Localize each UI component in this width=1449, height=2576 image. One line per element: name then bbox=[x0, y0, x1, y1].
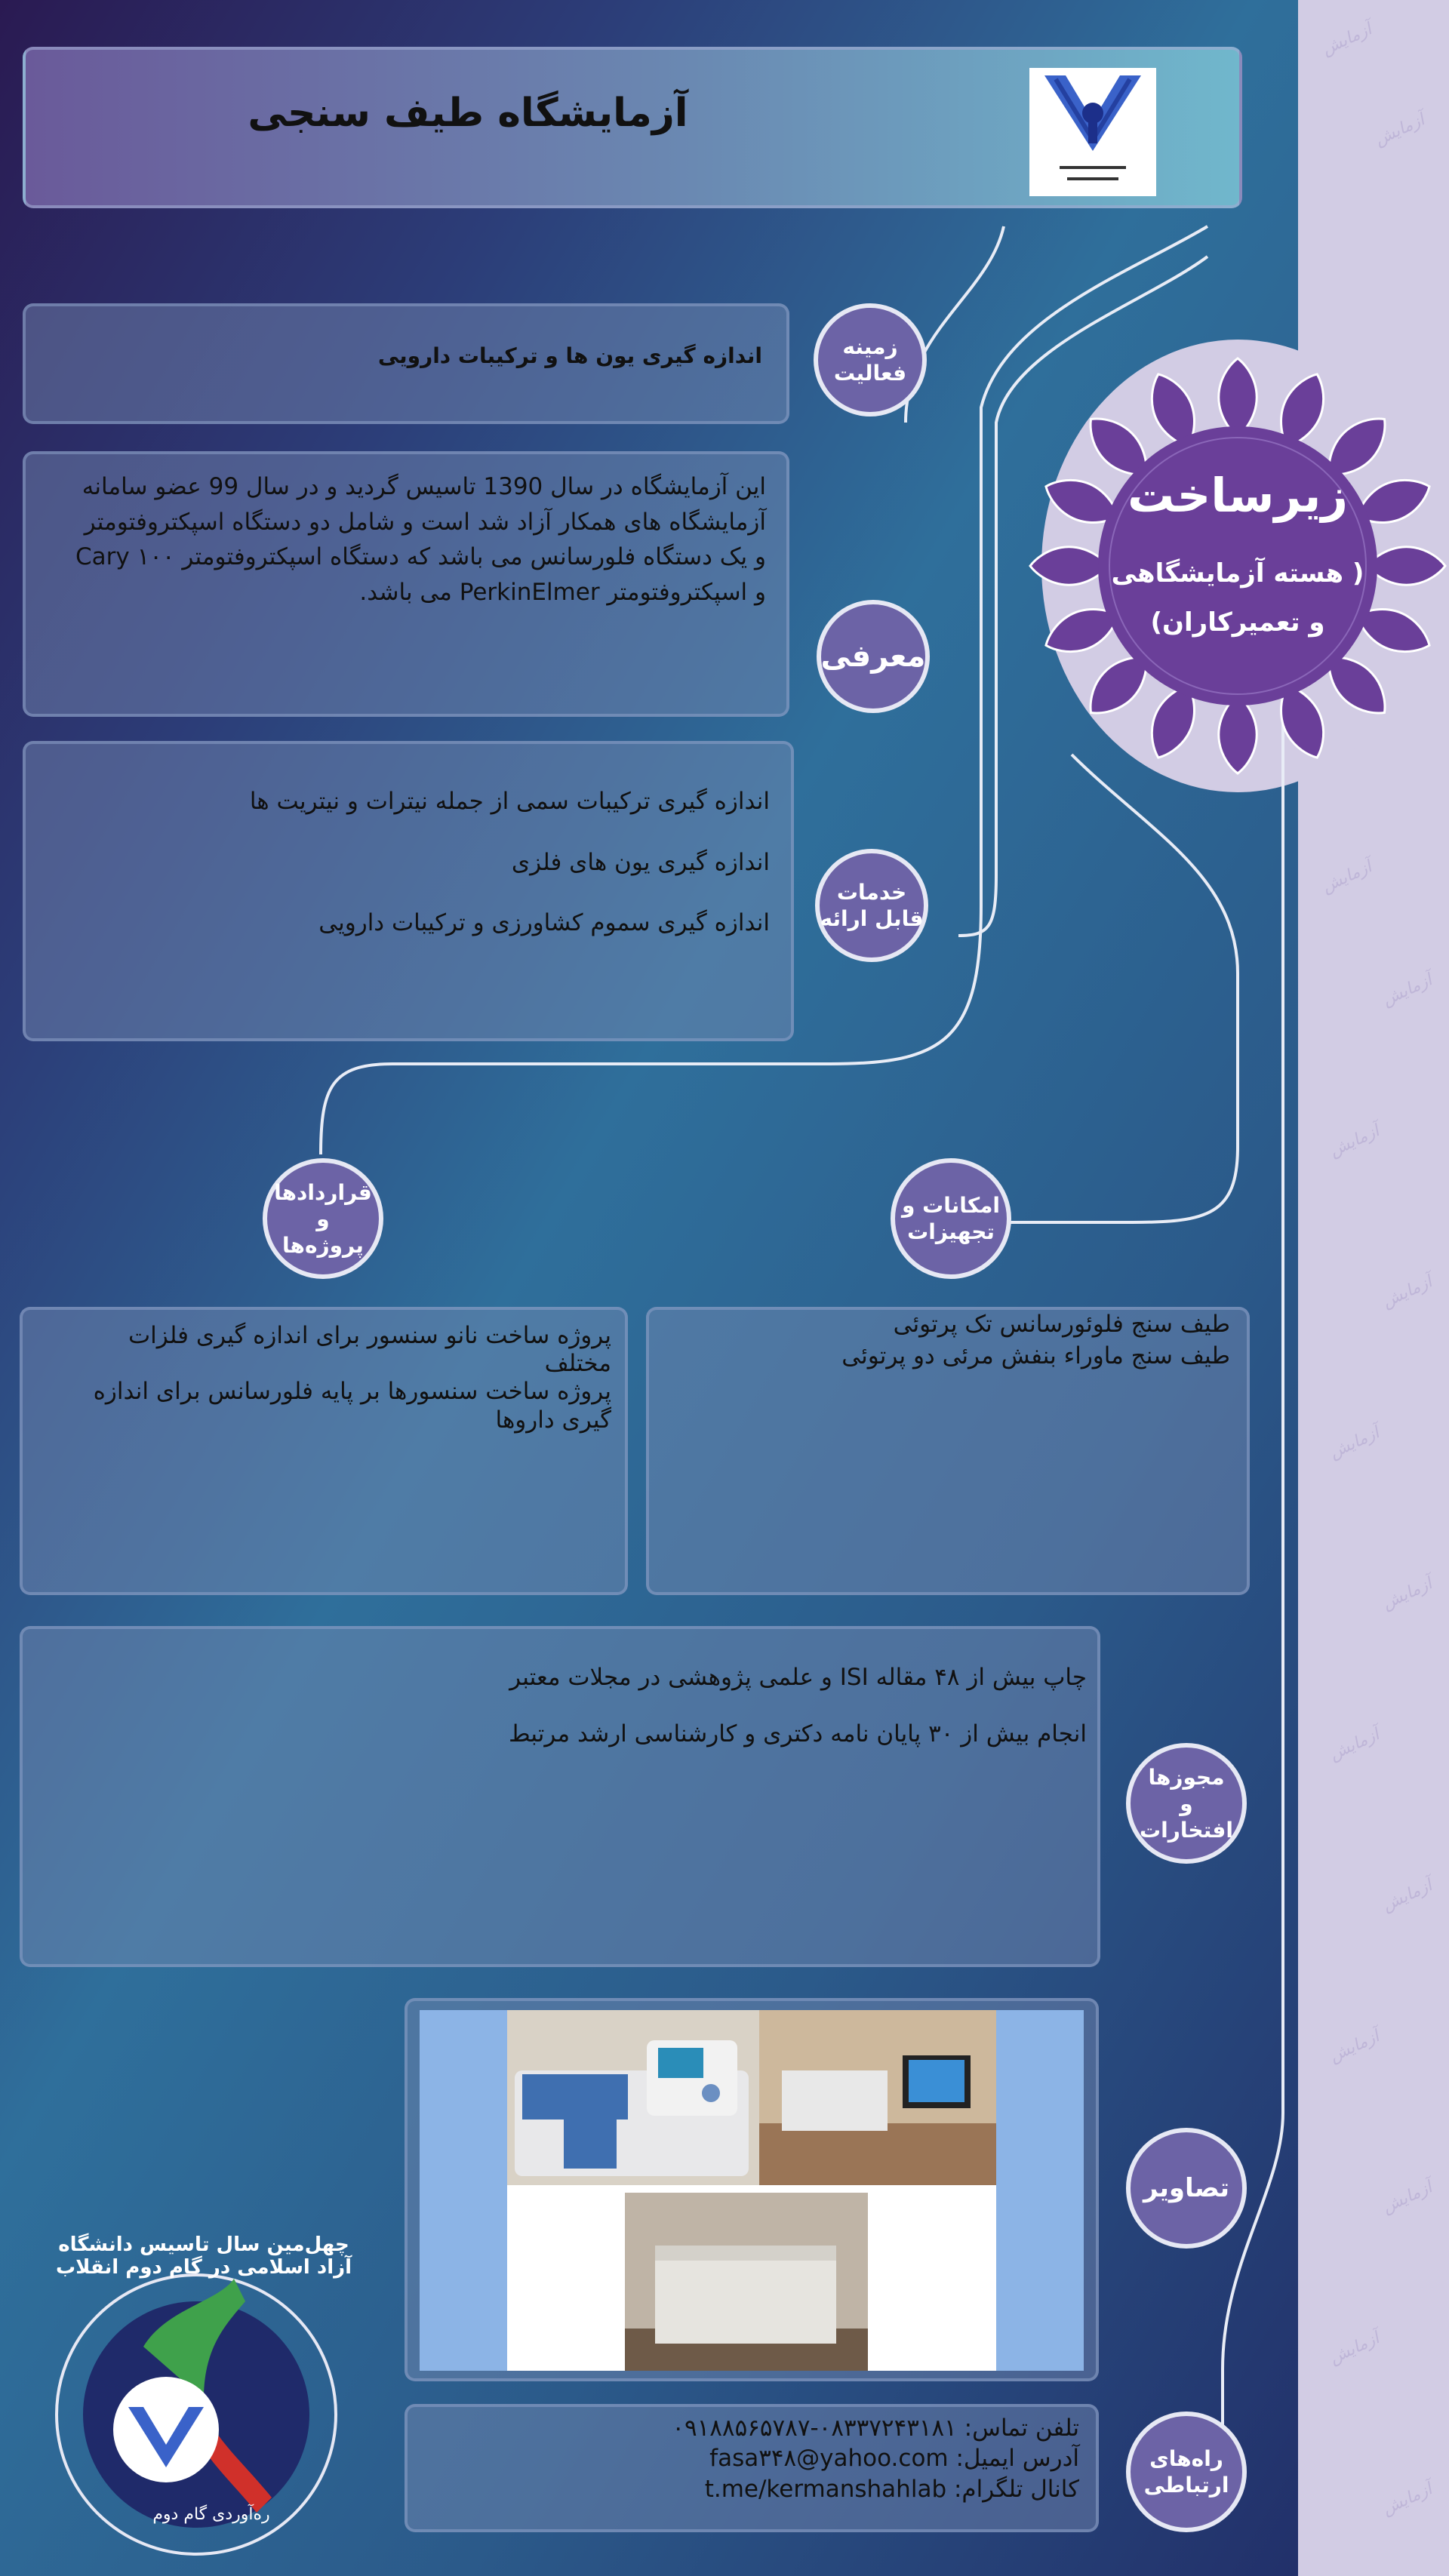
infra-subtitle: ( هسته آزمایشگاهی bbox=[1111, 558, 1364, 589]
instrument-photo bbox=[625, 2193, 868, 2371]
watermark: آزمایش bbox=[1379, 2479, 1435, 2519]
contact-telegram[interactable]: کانال تلگرام: t.me/kermanshahlab bbox=[704, 2475, 1079, 2503]
watermark: آزمایش bbox=[1318, 20, 1375, 60]
contracts-item: پروژه ساخت نانو سنسور برای اندازه گیری فلزات مختلف bbox=[128, 1322, 611, 1378]
contact-list bbox=[423, 2413, 1079, 2504]
services-item: اندازه گیری سموم کشاورزی و ترکیبات دارویی bbox=[318, 909, 770, 937]
field-text: اندازه گیری یون ها و ترکیبات دارویی bbox=[377, 343, 762, 368]
contracts-list bbox=[60, 1322, 611, 1434]
field-badge: زمینه فعالیت bbox=[814, 303, 927, 417]
equipment-list bbox=[679, 1309, 1230, 1373]
spectrometer-photo bbox=[507, 2010, 759, 2185]
contracts-item: پروژه ساخت سنسورها بر پایه فلورسانس برای اندازه گیری داروها bbox=[93, 1378, 611, 1434]
equipment-item: طیف سنج فلوئورسانس تک پرتوئی bbox=[893, 1311, 1230, 1338]
services-badge: خدمات قابل ارائه bbox=[815, 849, 928, 962]
services-list bbox=[68, 756, 770, 969]
watermark: آزمایش bbox=[1326, 1423, 1383, 1463]
flower-petal bbox=[1219, 358, 1257, 438]
contact-badge: راه‌های ارتباطی bbox=[1126, 2412, 1247, 2532]
watermark: آزمایش bbox=[1326, 1121, 1383, 1161]
watermark: آزمایش bbox=[1371, 110, 1428, 150]
page-title: آزمایشگاه طیف سنجی bbox=[248, 91, 688, 136]
watermark: آزمایش bbox=[1379, 1876, 1435, 1916]
anniversary-ring-text: چهل‌مین سال تاسیس دانشگاه آزاد اسلامی در گام دوم انقلاب bbox=[55, 2233, 352, 2279]
photo-collage bbox=[420, 2010, 1084, 2371]
contact-email[interactable]: آدرس ایمیل: fasa۳۴۸@yahoo.com bbox=[709, 2445, 1079, 2473]
watermark: آزمایش bbox=[1379, 970, 1435, 1010]
watermark: آزمایش bbox=[1379, 1272, 1435, 1312]
watermark: آزمایش bbox=[1318, 857, 1375, 897]
university-logo bbox=[1029, 68, 1156, 196]
intro-badge: معرفی bbox=[817, 600, 930, 713]
honors-badge: مجوزها و افتخارات bbox=[1126, 1743, 1247, 1864]
honors-item: انجام بیش از ۳۰ پایان نامه دکتری و کارشناسی ارشد مرتبط bbox=[508, 1720, 1087, 1748]
equipment-badge: امکانات و تجهیزات bbox=[891, 1158, 1011, 1279]
intro-text: این آزمایشگاه در سال 1390 تاسیس گردید و در سال 99 عضو سامانه آزمایشگاه های همکار آزاد شد است و شامل دو دستگاه اسپکتروفتومتر و یک دستگاه فلورسانس می باشد که دستگاه اسپکتروفتومتر Cary ۱۰۰ و اسپکتروفتومتر PerkinElmer می باشد. bbox=[75, 473, 766, 606]
anniversary-emblem bbox=[30, 2233, 362, 2565]
equipment-item: طیف سنج ماوراء بنفش مرئی دو پرتوئی bbox=[841, 1342, 1230, 1369]
contracts-badge: قراردادها و پروژه‌ها bbox=[263, 1158, 383, 1279]
infra-title: زیرساخت bbox=[1127, 468, 1349, 523]
watermark: آزمایش bbox=[1326, 1725, 1383, 1765]
watermark: آزمایش bbox=[1379, 2178, 1435, 2218]
services-item: اندازه گیری یون های فلزی bbox=[511, 848, 770, 876]
flower-petal bbox=[1219, 694, 1257, 773]
watermark: آزمایش bbox=[1326, 2329, 1383, 2369]
infra-subtitle: و تعمیرکاران) bbox=[1150, 607, 1325, 638]
honors-item: چاپ بیش از ۴۸ مقاله ISI و علمی پژوهشی در مجلات معتبر bbox=[509, 1664, 1087, 1691]
university-logo-icon bbox=[1029, 68, 1156, 196]
anniversary-caption: ره‌آوردی گام دوم bbox=[152, 2505, 270, 2524]
services-item: اندازه گیری ترکیبات سمی از جمله نیترات و نیتریت ها bbox=[249, 788, 770, 816]
watermark: آزمایش bbox=[1379, 1574, 1435, 1614]
images-badge: تصاویر bbox=[1126, 2128, 1247, 2249]
lab-photo bbox=[759, 2010, 996, 2185]
contact-phone: تلفن تماس: ۰۸۳۳۷۲۴۳۱۸۱-۰۹۱۸۸۵۶۵۷۸۷ bbox=[672, 2415, 1079, 2442]
watermark: آزمایش bbox=[1326, 2027, 1383, 2067]
